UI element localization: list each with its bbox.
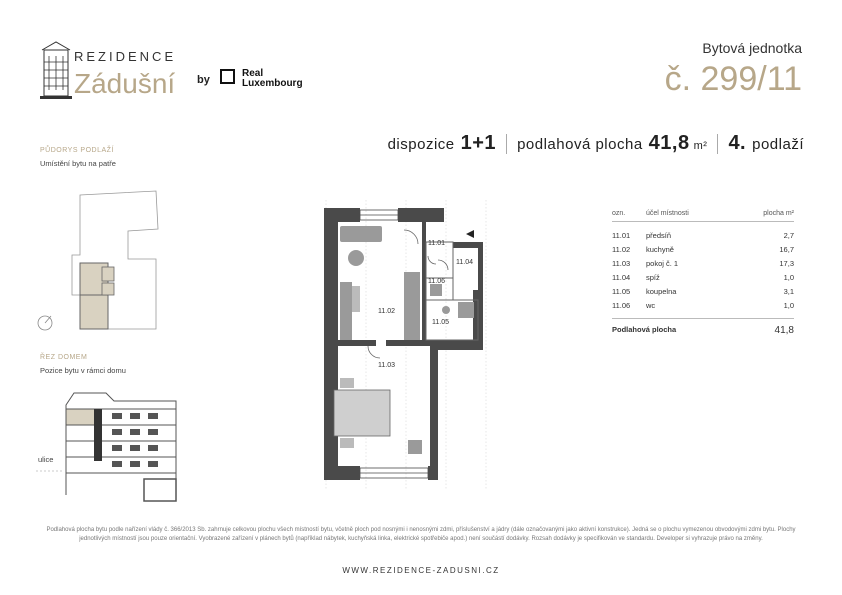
room-area: 2,7 <box>783 230 794 240</box>
divider <box>506 134 507 154</box>
col-id: ozn. <box>612 210 626 217</box>
table-row <box>612 270 794 284</box>
table-row <box>612 298 794 312</box>
area-label: podlahová plocha <box>517 136 643 153</box>
room-id: 11.01 <box>612 230 631 240</box>
building-section-diagram <box>36 385 186 505</box>
room-id: 11.04 <box>612 272 631 282</box>
table-row <box>612 242 794 256</box>
room-area: 16,7 <box>779 244 794 254</box>
room-id: 11.02 <box>612 244 631 254</box>
brand-line1: REZIDENCE <box>74 49 177 64</box>
area-value: 41,8 <box>648 132 690 154</box>
room-id: 11.05 <box>612 286 631 296</box>
room-id: 11.03 <box>612 258 631 268</box>
room-label-1106: 11.06 <box>428 278 445 285</box>
room-label-1104: 11.04 <box>456 259 473 266</box>
room-area: 17,3 <box>779 258 794 268</box>
floorplan-subheading: Umístění bytu na patře <box>40 159 116 168</box>
rooms-table-header <box>612 210 794 222</box>
room-purpose: předsíň <box>646 230 672 240</box>
floor-label: podlaží <box>752 136 804 153</box>
room-label-1105: 11.05 <box>432 319 449 326</box>
room-area: 3,1 <box>783 286 794 296</box>
section-subheading: Pozice bytu v rámci domu <box>40 366 126 375</box>
col-purpose: účel místnosti <box>646 210 689 217</box>
room-purpose: koupelna <box>646 286 677 296</box>
table-row <box>612 228 794 242</box>
unit-number: č. 299/11 <box>664 60 802 98</box>
disposition-value: 1+1 <box>460 132 497 154</box>
rooms-table-total <box>612 318 794 336</box>
north-arrow-icon <box>36 312 56 332</box>
room-purpose: kuchyně <box>646 244 674 254</box>
brand-line2: Zádušní <box>74 68 176 99</box>
unit-title: Bytová jednotka <box>702 40 802 56</box>
street-label: ulice <box>38 455 54 464</box>
room-label-1101: 11.01 <box>428 240 445 247</box>
room-id: 11.06 <box>612 300 631 310</box>
footer-disclaimer: Podlahová plocha bytu podle nařízení vlády č. 366/2013 Sb. zahrnuje celkovou plochu všech místností bytu, včetně ploch pod nosnými i nenosnými zdmi, příslušenství a jádry (dále označovanými jako aktivní konstrukce). Jedná se o plochu vymezenou obvodovými zdmi bytu. Plochy jednotlivých místností jsou pouze orientační. Vyobrazené zařízení v plánech bytů (například nábytek, kuchyňská linka, elektrické spotřebiče apod.) není součástí dodávky. Rozsah dodávky je specifikován ve standardu. Developer si vyhrazuje právo na změny. <box>46 527 796 542</box>
unit-stats <box>388 132 804 155</box>
room-area: 1,0 <box>783 300 794 310</box>
table-row <box>612 256 794 270</box>
room-purpose: spíž <box>646 272 660 282</box>
floor-value: 4. <box>728 132 747 154</box>
area-unit: m² <box>693 140 708 152</box>
room-label-1102: 11.02 <box>378 308 395 315</box>
building-logo-icon <box>40 40 72 102</box>
partner-name <box>242 69 303 89</box>
room-purpose: wc <box>646 300 656 310</box>
entrance-arrow-icon <box>466 230 474 238</box>
total-value: 41,8 <box>774 325 794 336</box>
room-area: 1,0 <box>783 272 794 282</box>
partner-line2: Luxembourg <box>242 78 303 89</box>
brand-by: by <box>197 74 210 86</box>
total-label: Podlahová plocha <box>612 325 677 334</box>
floorplan-heading: PŮDORYS PODLAŽÍ <box>40 147 114 154</box>
divider <box>717 134 718 154</box>
table-row <box>612 284 794 298</box>
partner-line1: Real <box>242 68 264 79</box>
room-label-1103: 11.03 <box>378 362 395 369</box>
section-heading: ŘEZ DOMEM <box>40 354 88 361</box>
partner-logo-icon <box>220 69 235 84</box>
col-area: plocha m² <box>763 210 794 217</box>
room-purpose: pokoj č. 1 <box>646 258 679 268</box>
disposition-label: dispozice <box>387 136 455 153</box>
rooms-table <box>612 210 794 336</box>
apartment-floor-plan <box>318 200 498 490</box>
footer-url[interactable]: WWW.REZIDENCE-ZADUSNI.CZ <box>342 566 500 575</box>
